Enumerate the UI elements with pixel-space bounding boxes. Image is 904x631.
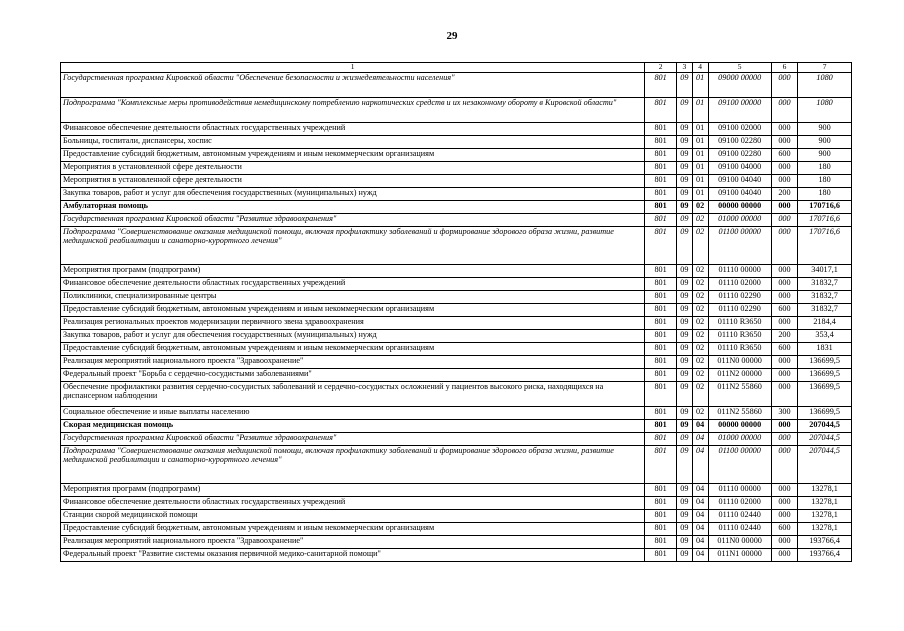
row-name-cell: Поликлиники, специализированные центры (61, 291, 645, 304)
table-row (61, 175, 852, 188)
row-section-cell: 09 (676, 304, 692, 317)
row-target-article-cell: 01110 00000 (708, 265, 771, 278)
row-target-article-cell: 01110 02440 (708, 510, 771, 523)
row-amount-cell: 180 (798, 162, 852, 175)
table-row (61, 227, 852, 265)
row-subsection-cell: 02 (692, 227, 708, 265)
row-target-article-cell: 01110 02000 (708, 497, 771, 510)
table-row (61, 123, 852, 136)
row-subsection-cell: 01 (692, 162, 708, 175)
row-expense-type-cell: 000 (771, 369, 797, 382)
row-expense-type-cell: 200 (771, 188, 797, 201)
row-subsection-cell: 04 (692, 536, 708, 549)
row-subsection-cell: 02 (692, 369, 708, 382)
header-cell-name: 1 (61, 63, 645, 73)
row-amount-cell: 136699,5 (798, 356, 852, 369)
row-target-article-cell: 00000 00000 (708, 420, 771, 433)
row-subsection-cell: 01 (692, 136, 708, 149)
row-target-article-cell: 01000 00000 (708, 433, 771, 446)
row-name-cell: Мероприятия в установленной сфере деятельности (61, 175, 645, 188)
row-subsection-cell: 02 (692, 304, 708, 317)
row-section-cell: 09 (676, 484, 692, 497)
row-name-cell: Социальное обеспечение и иные выплаты населению (61, 407, 645, 420)
table-row (61, 214, 852, 227)
table-row (61, 536, 852, 549)
table-row (61, 369, 852, 382)
row-target-article-cell: 01110 00000 (708, 484, 771, 497)
row-expense-type-cell: 000 (771, 433, 797, 446)
row-ministry-cell: 801 (645, 175, 677, 188)
header-cell-target-article: 5 (708, 63, 771, 73)
row-section-cell: 09 (676, 123, 692, 136)
row-amount-cell: 31832,7 (798, 304, 852, 317)
row-name-cell: Подпрограмма "Совершенствование оказания медицинской помощи, включая профилактику заболеваний и формирование здорового образа жизни, развитие медицинской реабилитации и санаторно-курортного лечения" (61, 227, 645, 265)
row-subsection-cell: 02 (692, 278, 708, 291)
row-expense-type-cell: 000 (771, 73, 797, 98)
row-ministry-cell: 801 (645, 98, 677, 123)
row-subsection-cell: 02 (692, 343, 708, 356)
header-cell-section: 3 (676, 63, 692, 73)
row-subsection-cell: 04 (692, 446, 708, 484)
row-ministry-cell: 801 (645, 330, 677, 343)
row-amount-cell: 207044,5 (798, 433, 852, 446)
row-amount-cell: 136699,5 (798, 382, 852, 407)
row-section-cell: 09 (676, 523, 692, 536)
row-section-cell: 09 (676, 497, 692, 510)
row-amount-cell: 900 (798, 123, 852, 136)
table-row (61, 407, 852, 420)
row-subsection-cell: 01 (692, 73, 708, 98)
row-name-cell: Амбулаторная помощь (61, 201, 645, 214)
row-subsection-cell: 01 (692, 123, 708, 136)
row-name-cell: Закупка товаров, работ и услуг для обеспечения государственных (муниципальных) нужд (61, 188, 645, 201)
row-expense-type-cell: 000 (771, 382, 797, 407)
row-expense-type-cell: 000 (771, 201, 797, 214)
table-row (61, 317, 852, 330)
row-subsection-cell: 02 (692, 265, 708, 278)
row-name-cell: Реализация мероприятий национального проекта "Здравоохранение" (61, 356, 645, 369)
row-name-cell: Реализация мероприятий национального проекта "Здравоохранение" (61, 536, 645, 549)
row-ministry-cell: 801 (645, 536, 677, 549)
row-subsection-cell: 02 (692, 330, 708, 343)
table-row (61, 446, 852, 484)
row-amount-cell: 31832,7 (798, 278, 852, 291)
row-expense-type-cell: 000 (771, 162, 797, 175)
row-subsection-cell: 01 (692, 149, 708, 162)
row-section-cell: 09 (676, 330, 692, 343)
row-expense-type-cell: 000 (771, 265, 797, 278)
row-ministry-cell: 801 (645, 523, 677, 536)
row-expense-type-cell: 000 (771, 98, 797, 123)
row-ministry-cell: 801 (645, 420, 677, 433)
row-name-cell: Государственная программа Кировской области "Развитие здравоохранения" (61, 433, 645, 446)
row-amount-cell: 13278,1 (798, 510, 852, 523)
table-row (61, 73, 852, 98)
row-subsection-cell: 04 (692, 433, 708, 446)
table-row (61, 356, 852, 369)
row-section-cell: 09 (676, 201, 692, 214)
row-name-cell: Мероприятия программ (подпрограмм) (61, 265, 645, 278)
row-target-article-cell: 01110 02000 (708, 278, 771, 291)
row-expense-type-cell: 000 (771, 214, 797, 227)
row-target-article-cell: 011N2 00000 (708, 369, 771, 382)
row-expense-type-cell: 600 (771, 343, 797, 356)
row-name-cell: Мероприятия программ (подпрограмм) (61, 484, 645, 497)
row-expense-type-cell: 000 (771, 227, 797, 265)
row-ministry-cell: 801 (645, 369, 677, 382)
row-name-cell: Скорая медицинская помощь (61, 420, 645, 433)
row-target-article-cell: 09100 02280 (708, 149, 771, 162)
table-row (61, 149, 852, 162)
row-ministry-cell: 801 (645, 510, 677, 523)
row-ministry-cell: 801 (645, 227, 677, 265)
row-section-cell: 09 (676, 214, 692, 227)
row-amount-cell: 180 (798, 188, 852, 201)
row-name-cell: Станции скорой медицинской помощи (61, 510, 645, 523)
row-ministry-cell: 801 (645, 265, 677, 278)
row-ministry-cell: 801 (645, 484, 677, 497)
table-row (61, 420, 852, 433)
row-expense-type-cell: 000 (771, 497, 797, 510)
row-target-article-cell: 01100 00000 (708, 446, 771, 484)
row-amount-cell: 353,4 (798, 330, 852, 343)
row-name-cell: Предоставление субсидий бюджетным, автономным учреждениям и иным некоммерческим организациям (61, 343, 645, 356)
row-subsection-cell: 02 (692, 214, 708, 227)
table-body (61, 73, 852, 562)
row-section-cell: 09 (676, 420, 692, 433)
row-amount-cell: 1080 (798, 73, 852, 98)
row-expense-type-cell: 300 (771, 407, 797, 420)
row-section-cell: 09 (676, 188, 692, 201)
row-amount-cell: 207044,5 (798, 446, 852, 484)
row-name-cell: Мероприятия в установленной сфере деятельности (61, 162, 645, 175)
row-section-cell: 09 (676, 317, 692, 330)
row-section-cell: 09 (676, 369, 692, 382)
row-amount-cell: 900 (798, 136, 852, 149)
row-name-cell: Предоставление субсидий бюджетным, автономным учреждениям и иным некоммерческим организациям (61, 304, 645, 317)
row-amount-cell: 2184,4 (798, 317, 852, 330)
row-subsection-cell: 04 (692, 420, 708, 433)
row-name-cell: Предоставление субсидий бюджетным, автономным учреждениям и иным некоммерческим организациям (61, 149, 645, 162)
row-target-article-cell: 01110 R3650 (708, 330, 771, 343)
budget-table (60, 62, 852, 562)
table-row (61, 136, 852, 149)
header-cell-subsection: 4 (692, 63, 708, 73)
row-target-article-cell: 01110 R3650 (708, 343, 771, 356)
row-name-cell: Подпрограмма "Совершенствование оказания медицинской помощи, включая профилактику заболеваний и формирование здорового образа жизни, развитие медицинской реабилитации и санаторно-курортного лечения" (61, 446, 645, 484)
row-target-article-cell: 011N1 00000 (708, 549, 771, 562)
row-amount-cell: 34017,1 (798, 265, 852, 278)
table-row (61, 433, 852, 446)
row-name-cell: Финансовое обеспечение деятельности областных государственных учреждений (61, 278, 645, 291)
row-target-article-cell: 01110 02290 (708, 304, 771, 317)
row-subsection-cell: 04 (692, 510, 708, 523)
row-target-article-cell: 09100 02000 (708, 123, 771, 136)
row-name-cell: Больницы, госпитали, диспансеры, хоспис (61, 136, 645, 149)
row-section-cell: 09 (676, 510, 692, 523)
table-row (61, 510, 852, 523)
row-ministry-cell: 801 (645, 73, 677, 98)
row-target-article-cell: 09100 04040 (708, 175, 771, 188)
table-row (61, 343, 852, 356)
row-ministry-cell: 801 (645, 407, 677, 420)
row-ministry-cell: 801 (645, 433, 677, 446)
row-name-cell: Федеральный проект "Борьба с сердечно-сосудистыми заболеваниями" (61, 369, 645, 382)
row-name-cell: Федеральный проект "Развитие системы оказания первичной медико-санитарной помощи" (61, 549, 645, 562)
row-ministry-cell: 801 (645, 201, 677, 214)
row-amount-cell: 1080 (798, 98, 852, 123)
table-row (61, 291, 852, 304)
row-subsection-cell: 04 (692, 549, 708, 562)
row-section-cell: 09 (676, 433, 692, 446)
row-expense-type-cell: 200 (771, 330, 797, 343)
row-section-cell: 09 (676, 356, 692, 369)
row-target-article-cell: 011N0 00000 (708, 356, 771, 369)
row-target-article-cell: 01110 R3650 (708, 317, 771, 330)
row-section-cell: 09 (676, 446, 692, 484)
row-ministry-cell: 801 (645, 188, 677, 201)
row-ministry-cell: 801 (645, 278, 677, 291)
row-ministry-cell: 801 (645, 317, 677, 330)
row-amount-cell: 13278,1 (798, 523, 852, 536)
row-target-article-cell: 011N2 55860 (708, 407, 771, 420)
row-amount-cell: 136699,5 (798, 407, 852, 420)
row-section-cell: 09 (676, 98, 692, 123)
row-subsection-cell: 02 (692, 291, 708, 304)
row-name-cell: Финансовое обеспечение деятельности областных государственных учреждений (61, 123, 645, 136)
row-section-cell: 09 (676, 136, 692, 149)
row-expense-type-cell: 000 (771, 536, 797, 549)
row-ministry-cell: 801 (645, 162, 677, 175)
row-expense-type-cell: 000 (771, 510, 797, 523)
row-ministry-cell: 801 (645, 291, 677, 304)
row-section-cell: 09 (676, 149, 692, 162)
table-row (61, 304, 852, 317)
row-name-cell: Государственная программа Кировской области "Развитие здравоохранения" (61, 214, 645, 227)
row-target-article-cell: 09100 04040 (708, 188, 771, 201)
row-amount-cell: 170716,6 (798, 201, 852, 214)
table-row (61, 523, 852, 536)
row-ministry-cell: 801 (645, 304, 677, 317)
row-ministry-cell: 801 (645, 149, 677, 162)
row-subsection-cell: 02 (692, 201, 708, 214)
row-ministry-cell: 801 (645, 497, 677, 510)
table-row (61, 265, 852, 278)
row-subsection-cell: 01 (692, 175, 708, 188)
row-expense-type-cell: 000 (771, 278, 797, 291)
row-expense-type-cell: 000 (771, 175, 797, 188)
row-name-cell: Предоставление субсидий бюджетным, автономным учреждениям и иным некоммерческим организациям (61, 523, 645, 536)
row-expense-type-cell: 000 (771, 317, 797, 330)
table-header-row (61, 63, 852, 73)
row-ministry-cell: 801 (645, 214, 677, 227)
row-section-cell: 09 (676, 291, 692, 304)
row-target-article-cell: 01100 00000 (708, 227, 771, 265)
row-section-cell: 09 (676, 175, 692, 188)
row-expense-type-cell: 600 (771, 304, 797, 317)
row-target-article-cell: 00000 00000 (708, 201, 771, 214)
row-target-article-cell: 01110 02440 (708, 523, 771, 536)
row-expense-type-cell: 000 (771, 291, 797, 304)
row-expense-type-cell: 000 (771, 123, 797, 136)
row-target-article-cell: 09100 04000 (708, 162, 771, 175)
row-name-cell: Обеспечение профилактики развития сердечно-сосудистых заболеваний и сердечно-сосудистых осложнений у пациентов высокого риска, находящихся на диспансерном наблюдении (61, 382, 645, 407)
row-name-cell: Реализация региональных проектов модернизации первичного звена здравоохранения (61, 317, 645, 330)
page-number: 29 (446, 30, 458, 42)
row-subsection-cell: 04 (692, 484, 708, 497)
row-amount-cell: 170716,6 (798, 227, 852, 265)
table-row (61, 484, 852, 497)
table-row (61, 330, 852, 343)
header-cell-ministry: 2 (645, 63, 677, 73)
row-section-cell: 09 (676, 227, 692, 265)
row-amount-cell: 193766,4 (798, 549, 852, 562)
row-section-cell: 09 (676, 536, 692, 549)
row-amount-cell: 31832,7 (798, 291, 852, 304)
row-ministry-cell: 801 (645, 356, 677, 369)
row-amount-cell: 170716,6 (798, 214, 852, 227)
row-section-cell: 09 (676, 265, 692, 278)
row-subsection-cell: 04 (692, 523, 708, 536)
row-expense-type-cell: 000 (771, 356, 797, 369)
row-name-cell: Финансовое обеспечение деятельности областных государственных учреждений (61, 497, 645, 510)
table-row (61, 278, 852, 291)
row-ministry-cell: 801 (645, 123, 677, 136)
row-subsection-cell: 01 (692, 188, 708, 201)
table-row (61, 549, 852, 562)
row-target-article-cell: 011N2 55860 (708, 382, 771, 407)
row-target-article-cell: 011N0 00000 (708, 536, 771, 549)
row-target-article-cell: 01000 00000 (708, 214, 771, 227)
row-ministry-cell: 801 (645, 343, 677, 356)
row-subsection-cell: 01 (692, 98, 708, 123)
row-name-cell: Подпрограмма "Комплексные меры противодействия немедицинскому потреблению наркотических средств и их незаконному обороту в Кировской области" (61, 98, 645, 123)
row-amount-cell: 193766,4 (798, 536, 852, 549)
header-cell-amount: 7 (798, 63, 852, 73)
row-target-article-cell: 01110 02290 (708, 291, 771, 304)
table-row (61, 188, 852, 201)
row-amount-cell: 1831 (798, 343, 852, 356)
row-expense-type-cell: 600 (771, 149, 797, 162)
row-expense-type-cell: 000 (771, 549, 797, 562)
table-row (61, 98, 852, 123)
row-section-cell: 09 (676, 73, 692, 98)
table-row (61, 382, 852, 407)
row-subsection-cell: 02 (692, 317, 708, 330)
row-ministry-cell: 801 (645, 136, 677, 149)
table-row (61, 497, 852, 510)
row-section-cell: 09 (676, 343, 692, 356)
row-expense-type-cell: 000 (771, 484, 797, 497)
table-row (61, 201, 852, 214)
row-amount-cell: 900 (798, 149, 852, 162)
row-target-article-cell: 09000 00000 (708, 73, 771, 98)
row-amount-cell: 207044,5 (798, 420, 852, 433)
row-section-cell: 09 (676, 407, 692, 420)
row-subsection-cell: 04 (692, 497, 708, 510)
row-name-cell: Закупка товаров, работ и услуг для обеспечения государственных (муниципальных) нужд (61, 330, 645, 343)
row-section-cell: 09 (676, 549, 692, 562)
row-section-cell: 09 (676, 162, 692, 175)
row-amount-cell: 180 (798, 175, 852, 188)
row-ministry-cell: 801 (645, 382, 677, 407)
row-subsection-cell: 02 (692, 356, 708, 369)
row-amount-cell: 136699,5 (798, 369, 852, 382)
row-section-cell: 09 (676, 278, 692, 291)
row-ministry-cell: 801 (645, 549, 677, 562)
table-row (61, 162, 852, 175)
row-expense-type-cell: 000 (771, 136, 797, 149)
row-expense-type-cell: 600 (771, 523, 797, 536)
row-amount-cell: 13278,1 (798, 497, 852, 510)
row-target-article-cell: 09100 02280 (708, 136, 771, 149)
row-subsection-cell: 02 (692, 407, 708, 420)
header-cell-expense-type: 6 (771, 63, 797, 73)
row-ministry-cell: 801 (645, 446, 677, 484)
row-expense-type-cell: 000 (771, 446, 797, 484)
row-target-article-cell: 09100 00000 (708, 98, 771, 123)
row-amount-cell: 13278,1 (798, 484, 852, 497)
row-expense-type-cell: 000 (771, 420, 797, 433)
row-subsection-cell: 02 (692, 382, 708, 407)
row-name-cell: Государственная программа Кировской области "Обеспечение безопасности и жизнедеятельности населения" (61, 73, 645, 98)
row-section-cell: 09 (676, 382, 692, 407)
